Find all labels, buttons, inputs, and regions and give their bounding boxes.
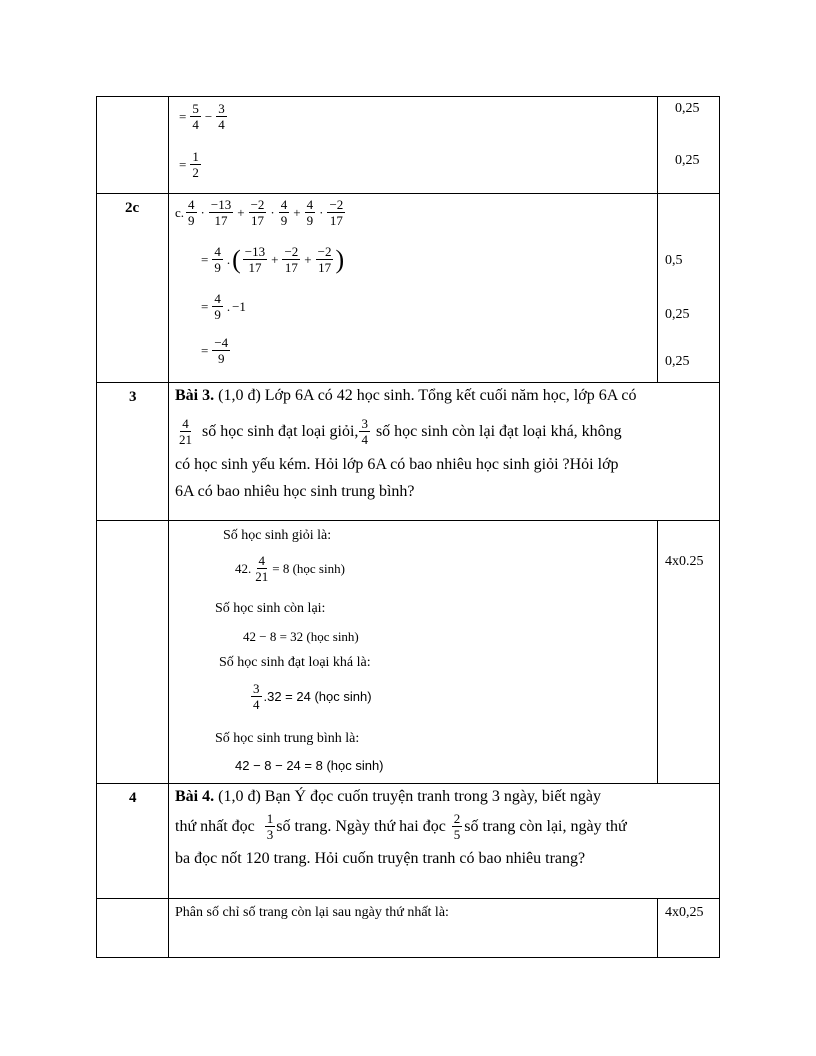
math-line: = $\frac{5}{4}$ − $\frac{3}{4}$ bbox=[179, 101, 225, 132]
label-cell bbox=[97, 383, 169, 521]
score-cell bbox=[658, 97, 720, 194]
math-text: .32 = 24 (học sinh) bbox=[263, 689, 372, 704]
table-row bbox=[97, 194, 720, 383]
label-cell bbox=[97, 97, 169, 194]
problem-line: $\frac{4}{21}$ số học sinh đạt loại giỏi, $\frac{3}{4}$ số học sinh còn lại đạt loại khá, không bbox=[179, 416, 622, 447]
math-line: 42. $\frac{4}{21}$ = 8 (học sinh) bbox=[235, 553, 345, 584]
score-value: 0,25 bbox=[675, 153, 700, 168]
table-row bbox=[97, 899, 720, 958]
problem-text: số trang còn lại, ngày thứ bbox=[464, 817, 627, 835]
table-row bbox=[97, 383, 720, 521]
content-cell bbox=[169, 97, 658, 194]
content-cell bbox=[169, 194, 658, 383]
problem-text: số học sinh còn lại đạt loại khá, không bbox=[375, 422, 622, 440]
math-line: = $\frac{-4}{9}$ bbox=[201, 335, 229, 366]
value: −1 bbox=[232, 298, 246, 314]
problem-cell bbox=[169, 784, 720, 899]
problem-line: có học sinh yếu kém. Hỏi lớp 6A có bao nhiêu học sinh giỏi ?Hỏi lớp bbox=[175, 456, 619, 473]
label-cell bbox=[97, 521, 169, 784]
solution-heading: Số học sinh giỏi là: bbox=[223, 528, 332, 543]
content-cell bbox=[169, 521, 658, 784]
score-value: 0,25 bbox=[665, 307, 690, 322]
solution-heading: Phân số chỉ số trang còn lại sau ngày thứ nhất là: bbox=[175, 905, 449, 920]
problem-line: thứ nhất đọc $\frac{1}{3}$ số trang. Ngày thứ hai đọc $\frac{2}{5}$ số trang còn lại, ngày thứ bbox=[175, 811, 627, 842]
math-text: = 8 (học sinh) bbox=[272, 560, 345, 576]
problem-line: 6A có bao nhiêu học sinh trung bình? bbox=[175, 483, 415, 500]
math-line: = $\frac{1}{2}$ bbox=[179, 149, 199, 180]
problem-title: Bài 3. bbox=[175, 387, 215, 404]
solution-heading: Số học sinh trung bình là: bbox=[215, 731, 360, 746]
question-label: 3 bbox=[129, 389, 137, 405]
problem-text: số trang. Ngày thứ hai đọc bbox=[276, 817, 446, 835]
question-label: 2c bbox=[125, 200, 140, 216]
score-value: 0,25 bbox=[675, 101, 700, 116]
problem-title: Bài 4. bbox=[175, 788, 215, 805]
prefix: c. bbox=[175, 204, 185, 220]
math-line: $\frac{3}{4}$ .32 = 24 (học sinh) bbox=[253, 681, 372, 712]
problem-line bbox=[175, 780, 601, 813]
score-value: 0,5 bbox=[665, 253, 683, 268]
problem-text: số học sinh đạt loại giỏi, bbox=[202, 422, 359, 440]
problem-line bbox=[175, 379, 636, 412]
math-line: = $\frac{4}{9}$ . ( $\frac{-13}{17}$ + $\frac{-2}{17}$ + $\frac{-2}{17}$ ) bbox=[201, 244, 345, 275]
solution-heading: Số học sinh đạt loại khá là: bbox=[219, 655, 371, 670]
problem-cell bbox=[169, 383, 720, 521]
math-line: c. $\frac{4}{9}$ · $\frac{-13}{17}$ + $\frac{-2}{17}$ · $\frac{4}{9}$ + $\frac{4}{9}$ · $\frac{-2}{17}$ bbox=[175, 197, 344, 228]
problem-text: (1,0 đ) Bạn Ý đọc cuốn truyện tranh trong 3 ngày, biết ngày bbox=[218, 788, 601, 805]
math-line: 42 − 8 = 32 (học sinh) bbox=[243, 629, 359, 644]
label-cell bbox=[97, 784, 169, 899]
score-value: 4x0,25 bbox=[665, 905, 704, 920]
problem-text: (1,0 đ) Lớp 6A có 42 học sinh. Tổng kết cuối năm học, lớp 6A có bbox=[218, 387, 637, 404]
table-row bbox=[97, 521, 720, 784]
label-cell bbox=[97, 899, 169, 958]
math-line: 42 − 8 − 24 = 8 (học sinh) bbox=[235, 758, 384, 773]
score-value: 0,25 bbox=[665, 354, 690, 369]
problem-line: ba đọc nốt 120 trang. Hỏi cuốn truyện tranh có bao nhiêu trang? bbox=[175, 850, 586, 867]
score-cell bbox=[658, 521, 720, 784]
math-line: = $\frac{4}{9}$ . −1 bbox=[201, 291, 246, 322]
problem-text: thứ nhất đọc bbox=[175, 817, 255, 835]
table-row bbox=[97, 784, 720, 899]
table-row bbox=[97, 97, 720, 194]
solution-heading: Số học sinh còn lại: bbox=[215, 601, 326, 616]
question-label: 4 bbox=[129, 790, 137, 806]
label-cell bbox=[97, 194, 169, 383]
answer-table bbox=[96, 96, 720, 958]
content-cell bbox=[169, 899, 658, 958]
score-cell bbox=[658, 899, 720, 958]
score-cell bbox=[658, 194, 720, 383]
score-value: 4x0.25 bbox=[665, 554, 704, 569]
